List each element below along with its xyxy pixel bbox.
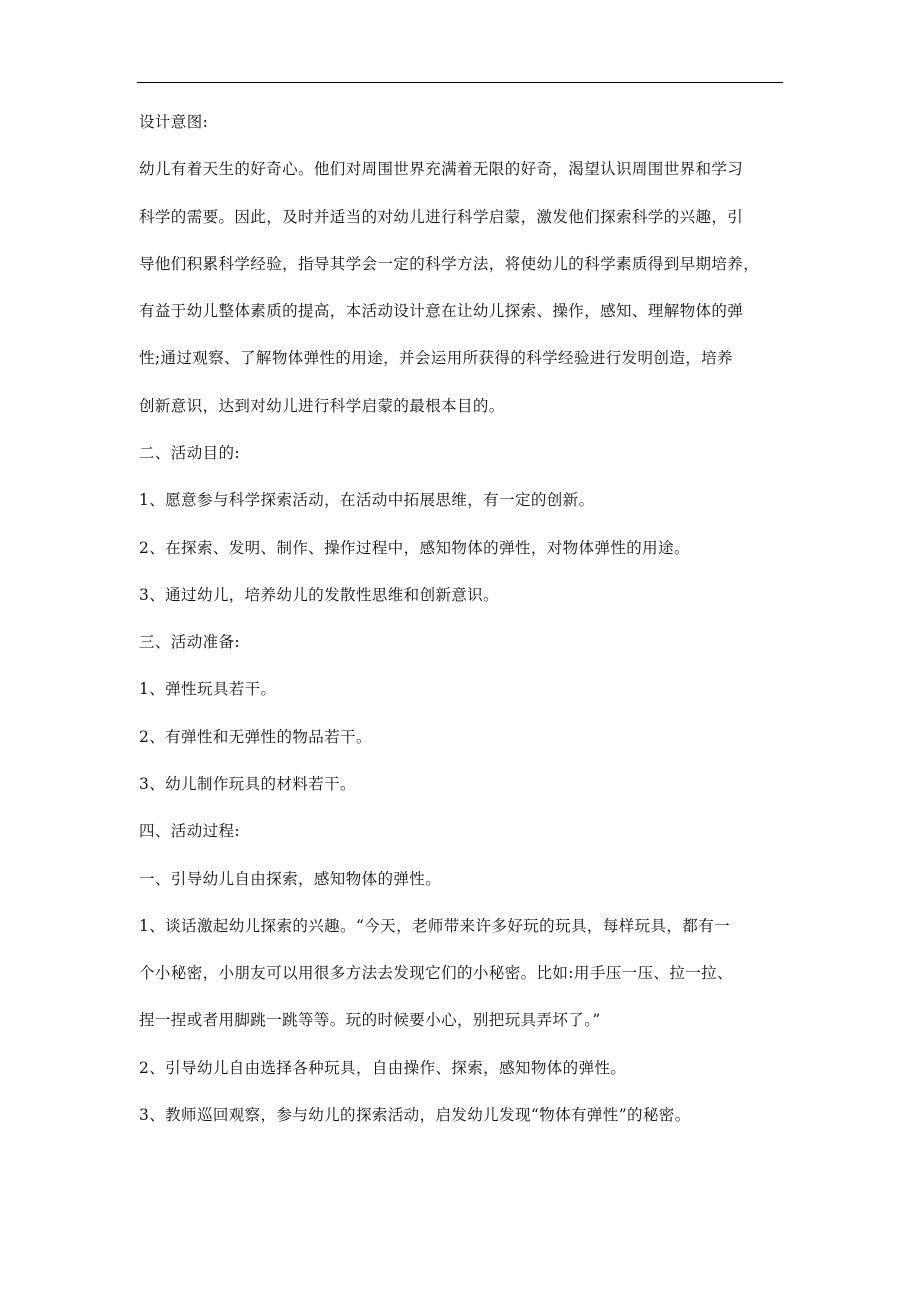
list-item: 3、通过幼儿，培养幼儿的发散性思维和创新意识。 (139, 585, 500, 604)
paragraph-line: 幼儿有着天生的好奇心。他们对周围世界充满着无限的好奇，渴望认识周围世界和学习 (139, 160, 744, 179)
list-item: 2、在探索、发明、制作、操作过程中，感知物体的弹性，对物体弹性的用途。 (139, 538, 690, 557)
list-item: 2、有弹性和无弹性的物品若干。 (139, 727, 372, 746)
section-heading-design-intent: 设计意图: (139, 113, 209, 131)
paragraph-line: 个小秘密，小朋友可以用很多方法去发现它们的小秘密。比如:用手压一压、拉一拉、 (139, 964, 733, 983)
paragraph-line: 导他们积累科学经验，指导其学会一定的科学方法，将使幼儿的科学素质得到早期培养， (139, 254, 760, 273)
list-item: 3、教师巡回观察，参与幼儿的探索活动，启发幼儿发现“物体有弹性”的秘密。 (139, 1105, 691, 1124)
paragraph-line: 捏一捏或者用脚跳一跳等等。玩的时候要小心，别把玩具弄坏了。” (139, 1011, 601, 1030)
document-body (139, 108, 799, 1130)
header-rule (137, 82, 783, 83)
list-item: 1、愿意参与科学探索活动，在活动中拓展思维，有一定的创新。 (139, 491, 595, 510)
list-item: 1、弹性玩具若干。 (139, 680, 277, 699)
list-item: 2、引导幼儿自由选择各种玩具，自由操作、探索，感知物体的弹性。 (139, 1058, 627, 1077)
paragraph-line: 创新意识，达到对幼儿进行科学启蒙的最根本目的。 (139, 396, 505, 415)
section-heading-preparation: 三、活动准备: (139, 633, 241, 652)
section-heading-process: 四、活动过程: (139, 822, 241, 841)
section-heading-goals: 二、活动目的: (139, 443, 241, 462)
paragraph-line: 有益于幼儿整体素质的提高，本活动设计意在让幼儿探索、操作，感知、理解物体的弹 (139, 302, 744, 321)
list-item: 1、谈话激起幼儿探索的兴趣。“今天，老师带来许多好玩的玩具，每样玩具，都有一 (139, 916, 730, 935)
paragraph-line: 性;通过观察、了解物体弹性的用途，并会运用所获得的科学经验进行发明创造，培养 (139, 349, 733, 368)
list-item: 3、幼儿制作玩具的材料若干。 (139, 774, 356, 793)
paragraph-line: 科学的需要。因此，及时并适当的对幼儿进行科学启蒙，激发他们探索科学的兴趣，引 (139, 207, 744, 226)
subsection-heading: 一、引导幼儿自由探索，感知物体的弹性。 (139, 869, 442, 888)
